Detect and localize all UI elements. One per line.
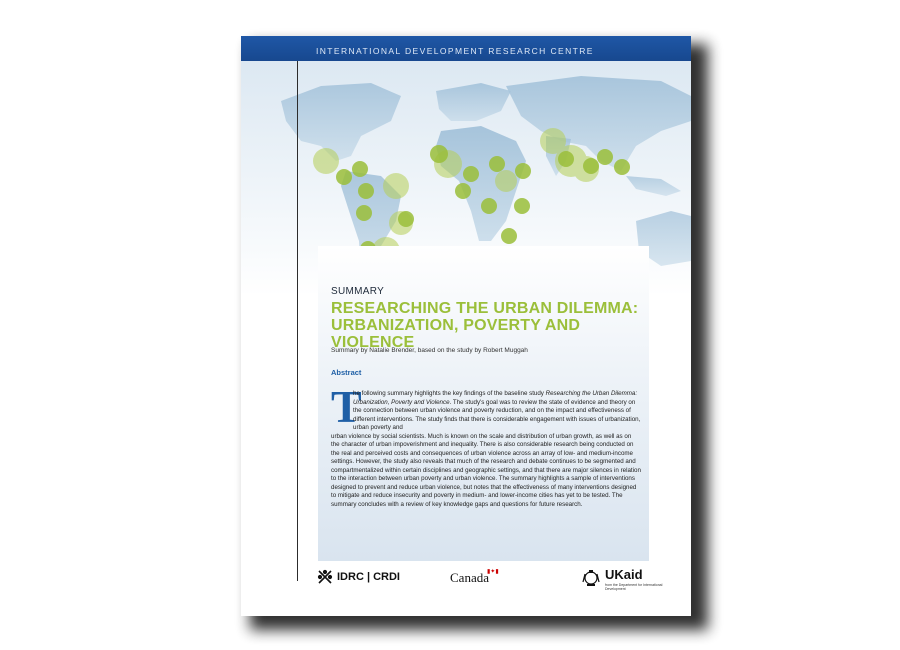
abstract-rest: urban violence by social scientists. Much is known on the scale and distribution of urban growth, as well as on the character of urban impoverishment and inequality. There is also considerable research being conducted on the real and perceived costs and consequences of urban violence across an array of low- and medium-income settings. However, the study also reveals that much of the research and debate continues to be segmented and compartmentalized within certain disciplines and geographic settings, and that there are major silences in relation to the interaction between urban poverty and urban violence. The summary highlights a sample of interventions designed to prevent and reduce urban violence, but notes that the effectiveness of many interventions designed to mitigate and reduce insecurity and poverty in medium- and lower-income cities has yet to be tested. The summary concludes with a review of key knowledge gaps and questions for future research. bbox=[331, 432, 641, 508]
banner-text: INTERNATIONAL DEVELOPMENT RESEARCH CENTRE bbox=[316, 46, 594, 56]
drop-cap: T bbox=[331, 381, 362, 432]
logo-footer bbox=[241, 561, 691, 616]
abstract-body bbox=[331, 390, 641, 509]
header-banner bbox=[241, 36, 691, 61]
idrc-logo-text: IDRC | CRDI bbox=[337, 571, 400, 583]
title-line-2: URBANIZATION, POVERTY AND VIOLENCE bbox=[331, 317, 581, 351]
document-title bbox=[331, 300, 651, 351]
idrc-figures-icon bbox=[317, 569, 333, 585]
abstract-lead: he following summary highlights the key findings of the baseline study Researching the Urban Dilemma: Urbanization, Poverty and Violence. The study's goal was to review the state of evidence and theory on the connection between urban violence and poverty reduction, and on the impact and effectiveness of different interventions. The study finds that there is considerable engagement with issues of urbanization, urban poverty and bbox=[353, 390, 641, 431]
summary-label: SUMMARY bbox=[331, 286, 385, 297]
royal-crest-icon bbox=[581, 568, 601, 588]
ukaid-logo-text: UKaid bbox=[605, 567, 643, 582]
title-line-1: RESEARCHING THE URBAN DILEMMA: bbox=[331, 300, 639, 317]
ukaid-subtext: from the Department for International Development bbox=[605, 583, 663, 591]
abstract-heading: Abstract bbox=[331, 368, 362, 377]
vertical-rule bbox=[297, 61, 298, 581]
canada-wordmark: Canada bbox=[450, 570, 489, 585]
document-page bbox=[241, 36, 691, 616]
byline: Summary by Natalie Brender, based on the study by Robert Muggah bbox=[331, 347, 528, 354]
canada-flag-icon: ▮✦▮ bbox=[487, 569, 499, 575]
